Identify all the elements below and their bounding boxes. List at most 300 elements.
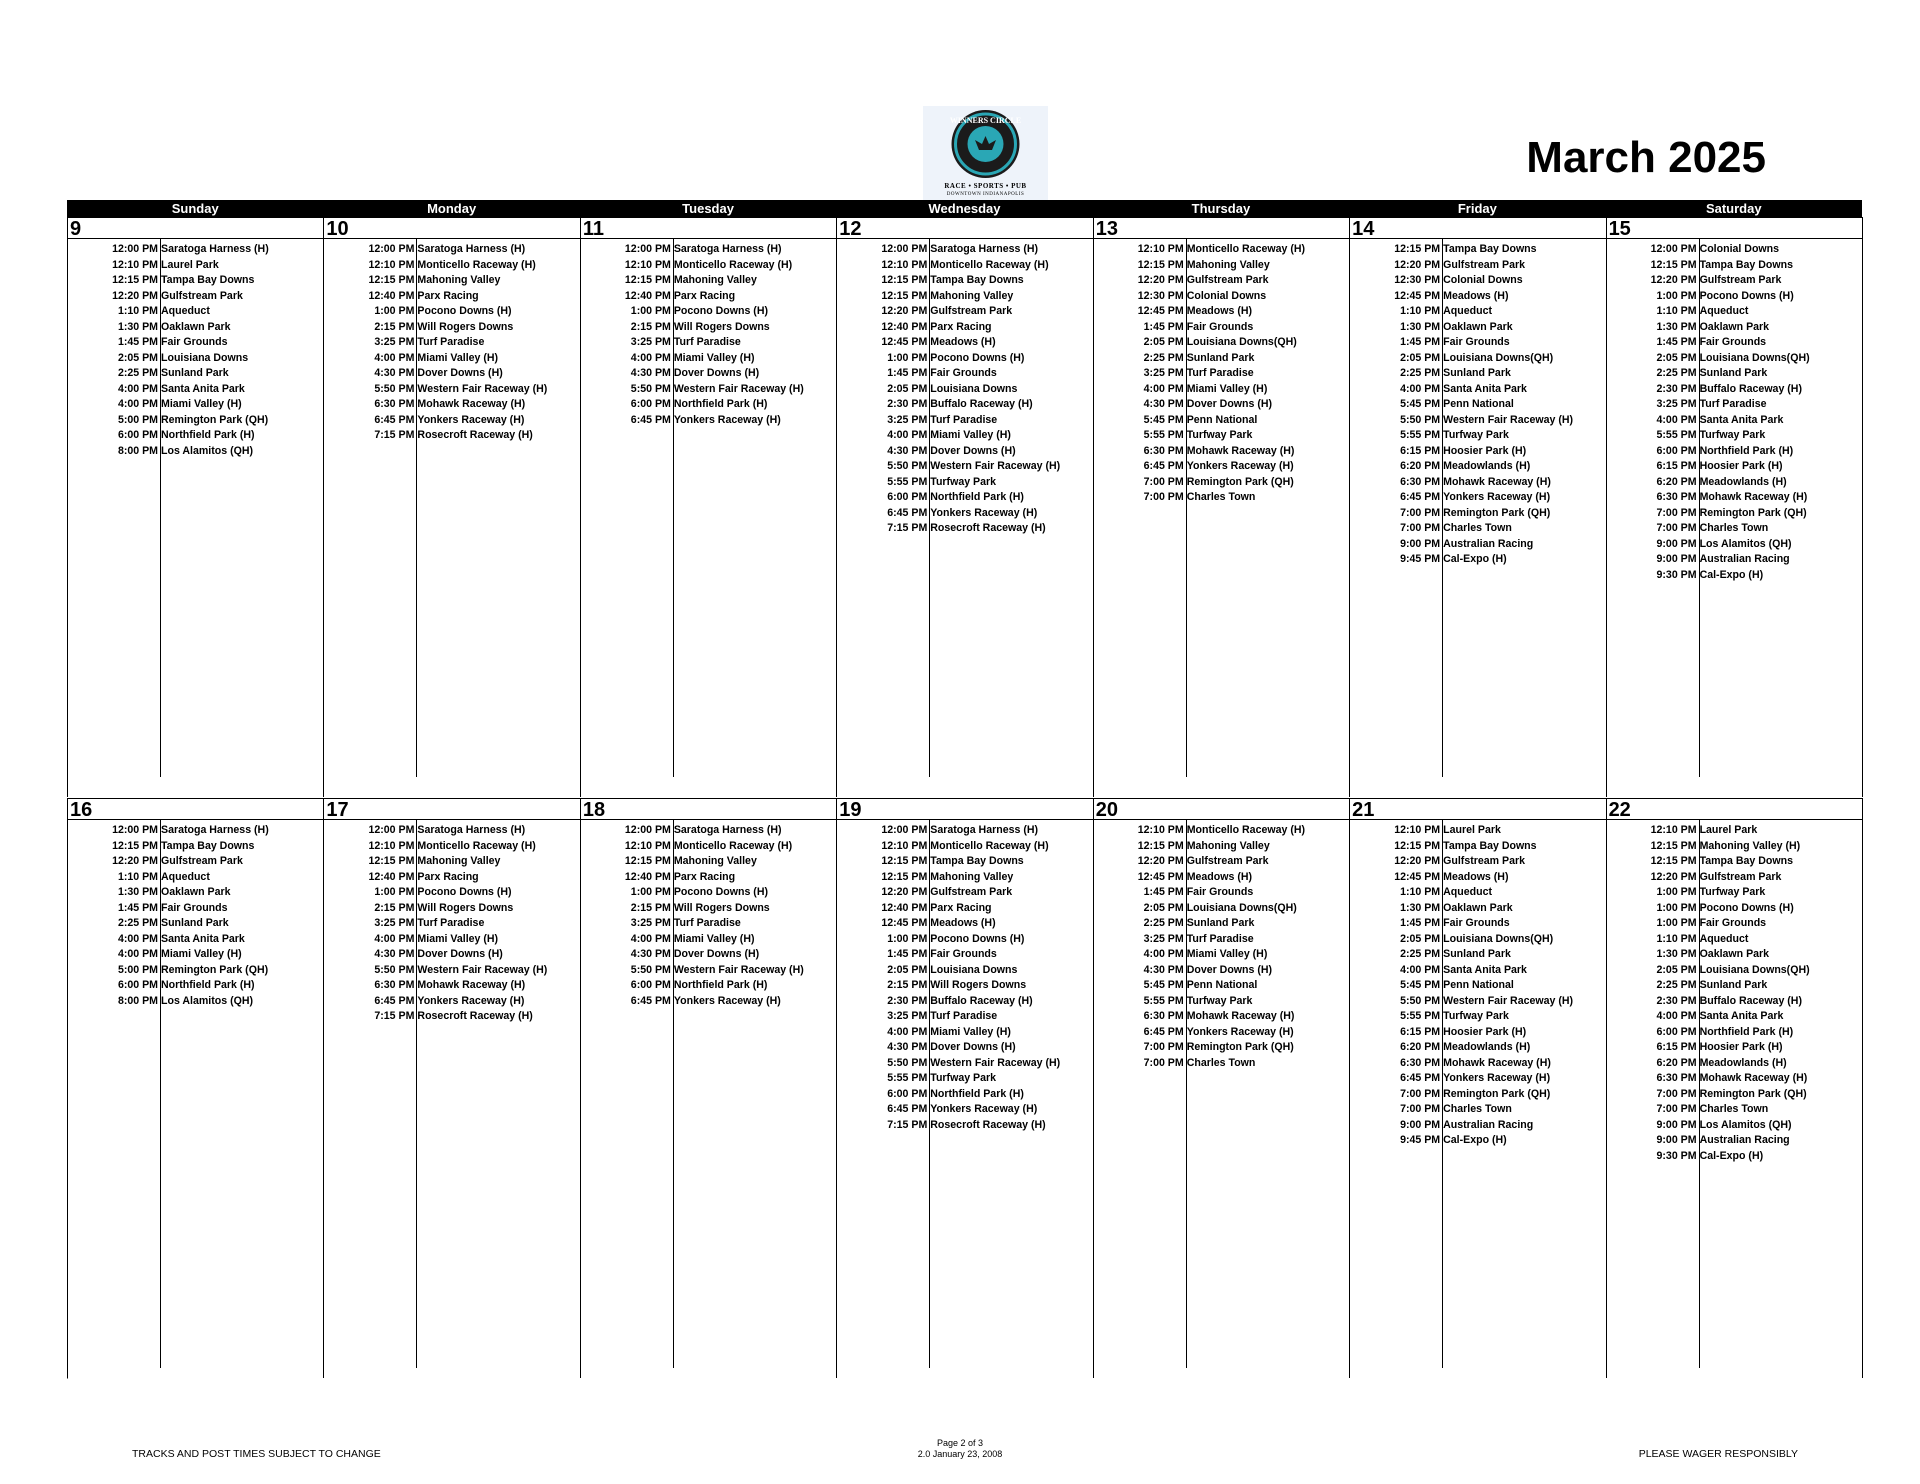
race-entry	[324, 932, 579, 948]
post-time: 2:25 PM	[117, 367, 158, 379]
day-number: 22	[1607, 798, 1862, 820]
post-time: 9:30 PM	[1656, 1149, 1697, 1162]
day-number: 21	[1350, 798, 1605, 820]
post-time: 12:45 PM	[881, 917, 928, 929]
race-entry	[68, 963, 323, 979]
post-time: 12:15 PM	[368, 274, 415, 286]
track-name: Meadows (H)	[930, 336, 996, 348]
post-time: 12:15 PM	[881, 289, 928, 302]
track-name: Tampa Bay Downs	[161, 839, 255, 852]
track-name: Fair Grounds	[930, 948, 997, 960]
track-name: Remington Park (QH)	[1443, 1087, 1551, 1100]
track-name: Fair Grounds	[930, 367, 997, 379]
post-time: 12:00 PM	[881, 824, 928, 836]
winners-circle-logo-icon	[923, 106, 1048, 182]
track-name: Yonkers Raceway (H)	[417, 994, 525, 1007]
race-list	[1607, 242, 1862, 583]
post-time: 1:00 PM	[1656, 901, 1697, 914]
logo-location: DOWNTOWN INDIANAPOLIS	[946, 192, 1025, 197]
post-time: 1:00 PM	[630, 886, 671, 898]
race-entry	[837, 273, 1092, 289]
track-name: Sunland Park	[1443, 367, 1511, 379]
race-entry	[1350, 901, 1605, 917]
post-time: 12:15 PM	[881, 855, 928, 867]
race-entry	[1607, 273, 1862, 289]
race-entry	[581, 413, 836, 429]
race-entry	[1094, 947, 1349, 963]
track-name: Turf Paradise	[1699, 398, 1767, 410]
post-time: 4:00 PM	[1143, 948, 1184, 960]
track-name: Parx Racing	[417, 870, 479, 883]
race-entry	[324, 839, 579, 855]
race-list	[1350, 242, 1605, 568]
track-name: Mahoning Valley	[930, 289, 1014, 302]
post-time: 12:45 PM	[1394, 870, 1441, 883]
post-time: 1:45 PM	[887, 367, 928, 379]
post-time: 4:00 PM	[1656, 1010, 1697, 1022]
race-entry	[581, 916, 836, 932]
post-time: 2:05 PM	[1143, 901, 1184, 914]
track-name: Colonial Downs	[1699, 243, 1780, 255]
race-entry	[1350, 258, 1605, 274]
post-time: 3:25 PM	[887, 413, 928, 426]
race-entry	[837, 1009, 1092, 1025]
track-name: Miami Valley (H)	[161, 398, 242, 410]
track-name: Remington Park (QH)	[1186, 1041, 1294, 1053]
post-time: 1:00 PM	[887, 351, 928, 364]
track-name: Miami Valley (H)	[417, 351, 499, 364]
post-time: 7:00 PM	[1400, 506, 1441, 519]
race-entry	[68, 823, 323, 839]
post-time: 12:20 PM	[112, 289, 158, 302]
weekday-thursday: Thursday	[1191, 201, 1251, 216]
post-time: 6:45 PM	[630, 994, 671, 1007]
race-entry	[1607, 351, 1862, 367]
track-name: Laurel Park	[1699, 824, 1758, 836]
track-name: Miami Valley (H)	[161, 948, 242, 960]
race-entry	[837, 1040, 1092, 1056]
weekday-monday: Monday	[427, 201, 477, 216]
race-entry	[1607, 506, 1862, 522]
race-entry	[581, 320, 836, 336]
track-name: Fair Grounds	[161, 336, 228, 348]
race-entry	[324, 382, 579, 398]
track-name: Mahoning Valley	[673, 855, 757, 867]
post-time: 4:30 PM	[887, 1041, 928, 1053]
race-entry	[581, 304, 836, 320]
race-entry	[68, 932, 323, 948]
race-list	[581, 242, 836, 428]
race-entry	[324, 901, 579, 917]
race-entry	[1607, 242, 1862, 258]
post-time: 6:00 PM	[1656, 444, 1697, 457]
post-time: 12:15 PM	[1394, 243, 1441, 255]
post-time: 6:45 PM	[630, 413, 671, 426]
post-time: 2:25 PM	[1400, 367, 1441, 379]
race-entry	[837, 1118, 1092, 1134]
post-time: 1:45 PM	[1143, 320, 1184, 333]
race-entry	[324, 335, 579, 351]
track-name: Buffalo Raceway (H)	[1699, 994, 1802, 1007]
post-time: 12:15 PM	[112, 274, 158, 286]
post-time: 4:00 PM	[1400, 382, 1441, 395]
race-entry	[324, 947, 579, 963]
day-cell-11	[581, 217, 837, 797]
race-entry	[1350, 916, 1605, 932]
track-name: Remington Park (QH)	[1186, 475, 1294, 488]
track-name: Rosecroft Raceway (H)	[930, 522, 1046, 534]
day-cell-15	[1607, 217, 1863, 797]
track-name: Rosecroft Raceway (H)	[930, 1118, 1046, 1131]
post-time: 9:45 PM	[1400, 553, 1441, 565]
post-time: 6:45 PM	[1400, 1072, 1441, 1084]
post-time: 5:45 PM	[1400, 398, 1441, 410]
race-entry	[1350, 839, 1605, 855]
track-name: Penn National	[1443, 979, 1514, 991]
track-name: Dover Downs (H)	[673, 948, 760, 960]
race-list	[324, 823, 579, 1025]
track-name: Australian Racing	[1443, 537, 1534, 550]
post-time: 1:30 PM	[1400, 901, 1441, 914]
post-time: 12:45 PM	[1394, 289, 1441, 302]
race-entry	[1350, 1133, 1605, 1149]
track-name: Gulfstream Park	[161, 289, 243, 302]
track-name: Miami Valley (H)	[930, 1025, 1011, 1038]
race-entry	[1607, 1056, 1862, 1072]
race-entry	[68, 273, 323, 289]
post-time: 4:00 PM	[1400, 963, 1441, 976]
track-name: Charles Town	[1699, 522, 1769, 534]
race-entry	[1607, 1040, 1862, 1056]
track-name: Western Fair Raceway (H)	[673, 963, 804, 976]
day-number: 17	[324, 798, 579, 820]
post-time: 6:20 PM	[1400, 1041, 1441, 1053]
race-entry	[1350, 289, 1605, 305]
race-entry	[1607, 932, 1862, 948]
race-entry	[324, 854, 579, 870]
track-name: Fair Grounds	[1443, 336, 1510, 348]
race-entry	[837, 304, 1092, 320]
track-name: Monticello Raceway (H)	[1186, 824, 1306, 836]
race-entry	[68, 413, 323, 429]
track-name: Rosecroft Raceway (H)	[417, 429, 533, 441]
post-time: 4:30 PM	[1143, 398, 1184, 410]
track-name: Meadowlands (H)	[1443, 460, 1531, 472]
track-name: Northfield Park (H)	[161, 979, 255, 991]
track-name: Western Fair Raceway (H)	[673, 382, 804, 395]
track-name: Cal-Expo (H)	[1443, 553, 1507, 565]
race-entry	[581, 273, 836, 289]
track-name: Gulfstream Park	[1443, 258, 1525, 271]
post-time: 5:00 PM	[117, 963, 158, 976]
post-time: 6:15 PM	[1400, 444, 1441, 457]
race-entry	[1607, 258, 1862, 274]
race-entry	[1350, 1040, 1605, 1056]
post-time: 7:00 PM	[1143, 491, 1184, 503]
post-time: 5:45 PM	[1143, 979, 1184, 991]
race-entry	[1607, 1087, 1862, 1103]
track-name: Miami Valley (H)	[930, 429, 1011, 441]
race-entry	[1607, 947, 1862, 963]
race-entry	[1350, 870, 1605, 886]
race-entry	[837, 289, 1092, 305]
post-time: 6:00 PM	[887, 491, 928, 503]
post-time: 12:10 PM	[624, 839, 671, 852]
post-time: 12:15 PM	[624, 274, 671, 286]
track-name: Gulfstream Park	[161, 855, 243, 867]
post-time: 2:15 PM	[887, 979, 928, 991]
race-entry	[837, 366, 1092, 382]
track-name: Turfway Park	[1443, 1010, 1509, 1022]
race-entry	[581, 963, 836, 979]
race-entry	[1607, 475, 1862, 491]
post-time: 12:00 PM	[1650, 243, 1697, 255]
track-name: Fair Grounds	[1443, 917, 1510, 929]
track-name: Northfield Park (H)	[1699, 1025, 1794, 1038]
post-time: 2:15 PM	[630, 320, 671, 333]
footer-disclaimer: TRACKS AND POST TIMES SUBJECT TO CHANGE	[132, 1448, 381, 1460]
track-name: Saratoga Harness (H)	[161, 243, 269, 255]
race-entry	[1350, 459, 1605, 475]
logo-brand-text: WINNERS CIRCLE	[949, 116, 1022, 125]
post-time: 6:30 PM	[1143, 1010, 1184, 1022]
race-entry	[324, 885, 579, 901]
race-entry	[1350, 444, 1605, 460]
race-entry	[581, 258, 836, 274]
race-entry	[68, 854, 323, 870]
post-time: 4:30 PM	[1143, 963, 1184, 976]
track-name: Pocono Downs (H)	[1699, 901, 1794, 914]
track-name: Pocono Downs (H)	[930, 351, 1025, 364]
race-entry	[581, 242, 836, 258]
race-entry	[1094, 854, 1349, 870]
track-name: Oaklawn Park	[161, 886, 231, 898]
race-entry	[1094, 289, 1349, 305]
track-name: Mahoning Valley	[1186, 839, 1270, 852]
post-time: 1:45 PM	[1400, 336, 1441, 348]
race-entry	[68, 366, 323, 382]
race-entry	[68, 304, 323, 320]
race-entry	[837, 459, 1092, 475]
post-time: 2:05 PM	[1656, 963, 1697, 976]
weekday-tuesday: Tuesday	[682, 201, 734, 216]
post-time: 12:15 PM	[624, 855, 671, 867]
track-name: Aqueduct	[161, 305, 210, 317]
race-entry	[324, 963, 579, 979]
race-entry	[68, 870, 323, 886]
track-name: Turf Paradise	[930, 1010, 998, 1022]
version-info: 2.0 January 23, 2008	[917, 1449, 1003, 1459]
track-name: Northfield Park (H)	[930, 1087, 1024, 1100]
track-name: Louisiana Downs	[161, 351, 249, 364]
race-entry	[324, 289, 579, 305]
post-time: 7:00 PM	[1143, 1041, 1184, 1053]
post-time: 4:00 PM	[117, 932, 158, 945]
race-entry	[68, 242, 323, 258]
post-time: 2:15 PM	[374, 901, 415, 914]
track-name: Sunland Park	[1699, 979, 1768, 991]
track-name: Sunland Park	[1186, 917, 1255, 929]
track-name: Tampa Bay Downs	[1443, 839, 1537, 852]
post-time: 12:10 PM	[881, 258, 928, 271]
race-entry	[1350, 304, 1605, 320]
race-entry	[324, 994, 579, 1010]
track-name: Pocono Downs (H)	[673, 886, 769, 898]
race-entry	[68, 885, 323, 901]
track-name: Australian Racing	[1699, 1134, 1790, 1146]
race-entry	[1094, 978, 1349, 994]
track-name: Mahoning Valley	[417, 855, 501, 867]
post-time: 1:45 PM	[1143, 886, 1184, 898]
post-time: 2:05 PM	[887, 382, 928, 395]
race-entry	[1094, 1056, 1349, 1072]
track-name: Western Fair Raceway (H)	[417, 963, 548, 976]
day-cell-20	[1094, 798, 1350, 1378]
race-entry	[68, 978, 323, 994]
track-name: Miami Valley (H)	[417, 932, 499, 945]
race-list	[1350, 823, 1605, 1149]
post-time: 2:15 PM	[374, 320, 415, 333]
track-name: Buffalo Raceway (H)	[930, 398, 1033, 410]
track-name: Fair Grounds	[1699, 336, 1767, 348]
race-entry	[1350, 413, 1605, 429]
post-time: 6:20 PM	[1656, 1056, 1697, 1069]
race-entry	[581, 366, 836, 382]
race-entry	[837, 839, 1092, 855]
track-name: Fair Grounds	[1699, 917, 1767, 929]
post-time: 7:00 PM	[1656, 1087, 1697, 1100]
post-time: 12:15 PM	[1650, 258, 1697, 271]
race-entry	[68, 289, 323, 305]
track-name: Yonkers Raceway (H)	[1443, 1072, 1551, 1084]
race-entry	[1350, 1009, 1605, 1025]
race-entry	[1094, 366, 1349, 382]
track-name: Rosecroft Raceway (H)	[417, 1010, 533, 1022]
post-time: 1:00 PM	[1656, 917, 1697, 929]
post-time: 1:00 PM	[374, 305, 415, 317]
race-entry	[1350, 273, 1605, 289]
post-time: 6:30 PM	[374, 979, 415, 991]
logo	[923, 106, 1048, 200]
track-name: Turfway Park	[1699, 429, 1766, 441]
post-time: 12:20 PM	[112, 855, 158, 867]
track-name: Parx Racing	[930, 320, 992, 333]
post-time: 3:25 PM	[374, 917, 415, 929]
post-time: 12:20 PM	[1650, 870, 1697, 883]
race-entry	[581, 397, 836, 413]
post-time: 12:45 PM	[881, 336, 928, 348]
race-entry	[1094, 397, 1349, 413]
post-time: 2:30 PM	[887, 994, 928, 1007]
race-entry	[837, 444, 1092, 460]
post-time: 1:30 PM	[117, 886, 158, 898]
race-entry	[1350, 537, 1605, 553]
post-time: 6:15 PM	[1656, 1041, 1697, 1053]
race-entry	[1350, 335, 1605, 351]
post-time: 7:00 PM	[1656, 522, 1697, 534]
race-list	[581, 823, 836, 1009]
race-entry	[1094, 444, 1349, 460]
track-name: Los Alamitos (QH)	[1699, 537, 1792, 550]
track-name: Yonkers Raceway (H)	[673, 994, 781, 1007]
race-entry	[837, 978, 1092, 994]
post-time: 5:50 PM	[630, 382, 671, 395]
post-time: 4:00 PM	[117, 398, 158, 410]
track-name: Louisiana Downs(QH)	[1186, 336, 1297, 348]
race-entry	[1094, 475, 1349, 491]
post-time: 7:00 PM	[1143, 1056, 1184, 1069]
race-entry	[837, 1025, 1092, 1041]
race-entry	[581, 994, 836, 1010]
weekday-sunday: Sunday	[171, 201, 219, 216]
post-time: 1:00 PM	[1656, 289, 1697, 302]
post-time: 12:30 PM	[1137, 289, 1184, 302]
race-entry	[1607, 304, 1862, 320]
post-time: 2:30 PM	[887, 398, 928, 410]
post-time: 12:20 PM	[881, 886, 928, 898]
race-entry	[1607, 839, 1862, 855]
track-name: Tampa Bay Downs	[930, 274, 1024, 286]
post-time: 4:00 PM	[374, 351, 415, 364]
race-entry	[1607, 963, 1862, 979]
race-entry	[837, 413, 1092, 429]
track-name: Hoosier Park (H)	[1699, 1041, 1783, 1053]
race-entry	[581, 947, 836, 963]
race-entry	[1607, 885, 1862, 901]
race-entry	[68, 258, 323, 274]
track-name: Northfield Park (H)	[1699, 444, 1794, 457]
post-time: 6:45 PM	[887, 1103, 928, 1115]
post-time: 7:15 PM	[374, 1010, 415, 1022]
race-entry	[837, 490, 1092, 506]
race-entry	[581, 351, 836, 367]
post-time: 12:20 PM	[1137, 855, 1184, 867]
race-entry	[1607, 901, 1862, 917]
track-name: Penn National	[1186, 413, 1258, 426]
race-entry	[1350, 885, 1605, 901]
track-name: Louisiana Downs(QH)	[1443, 932, 1554, 945]
page-title: March 2025	[1526, 133, 1766, 182]
post-time: 12:00 PM	[624, 243, 671, 255]
post-time: 12:10 PM	[368, 258, 415, 271]
post-time: 1:30 PM	[1656, 320, 1697, 333]
post-time: 6:30 PM	[1400, 1056, 1441, 1069]
post-time: 12:15 PM	[1650, 839, 1697, 852]
race-entry	[324, 916, 579, 932]
track-name: Monticello Raceway (H)	[930, 839, 1049, 852]
track-name: Tampa Bay Downs	[930, 855, 1024, 867]
track-name: Dover Downs (H)	[417, 948, 503, 960]
post-time: 3:25 PM	[887, 1010, 928, 1022]
track-name: Meadows (H)	[930, 917, 996, 929]
race-entry	[68, 444, 323, 460]
track-name: Turfway Park	[930, 1072, 997, 1084]
race-entry	[581, 382, 836, 398]
post-time: 12:15 PM	[1137, 839, 1184, 852]
post-time: 12:00 PM	[624, 824, 671, 836]
track-name: Colonial Downs	[1186, 289, 1267, 302]
race-entry	[1094, 490, 1349, 506]
race-entry	[837, 885, 1092, 901]
track-name: Dover Downs (H)	[930, 444, 1016, 457]
post-time: 12:40 PM	[881, 320, 928, 333]
track-name: Gulfstream Park	[1443, 855, 1525, 867]
track-name: Yonkers Raceway (H)	[930, 1103, 1038, 1115]
day-number: 18	[581, 798, 836, 820]
post-time: 12:10 PM	[1137, 243, 1184, 255]
track-name: Remington Park (QH)	[161, 963, 269, 976]
track-name: Mohawk Raceway (H)	[417, 979, 526, 991]
